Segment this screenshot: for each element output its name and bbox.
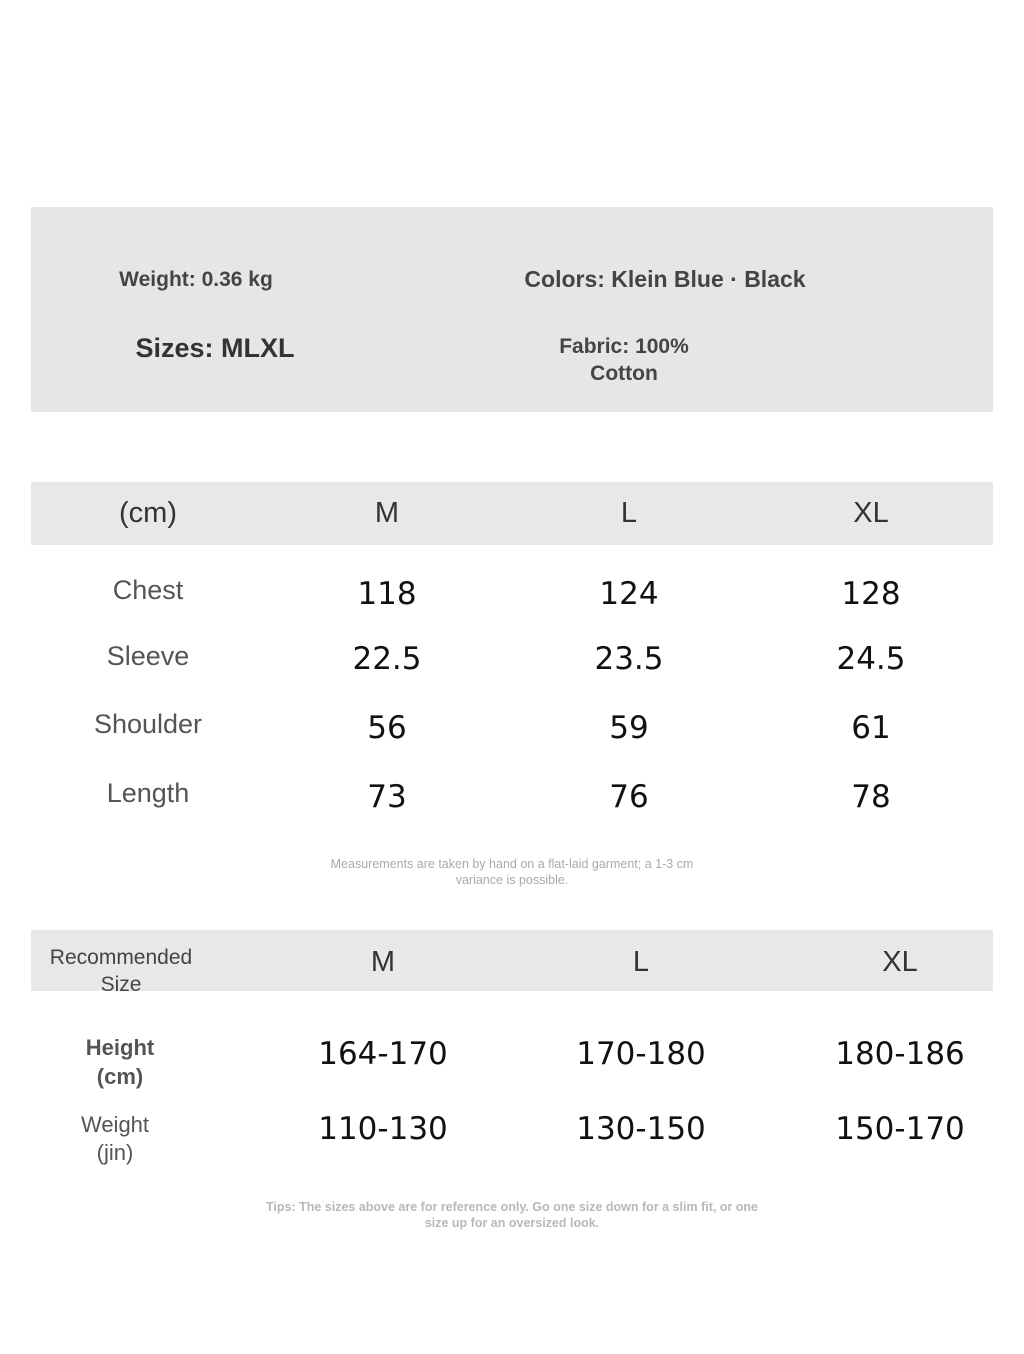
sleeve-l: 23.5 <box>594 641 664 677</box>
recommend-size-m: M <box>370 946 396 978</box>
tips-line1: Tips: The sizes above are for reference only. Go one size down for a slim fit, or one <box>265 1200 759 1214</box>
measurement-note-line1: Measurements are taken by hand on a flat-laid garment; a 1-3 cm <box>330 857 694 871</box>
chest-xl: 128 <box>841 576 901 612</box>
shoulder-xl: 61 <box>851 710 891 746</box>
product-info-panel <box>31 207 993 412</box>
size-header-l: L <box>620 497 638 529</box>
weight-info: Weight: 0.36 kg <box>119 268 273 291</box>
colors-info: Colors: Klein Blue · Black <box>524 266 806 292</box>
weight-xl: 150-170 <box>835 1111 965 1147</box>
unit-header: (cm) <box>119 497 177 529</box>
height-xl: 180-186 <box>835 1036 965 1072</box>
shoulder-m: 56 <box>367 710 407 746</box>
length-m: 73 <box>367 779 407 815</box>
row-label-sleeve: Sleeve <box>106 641 190 671</box>
row-label-length: Length <box>106 778 190 808</box>
fabric-info-line1: Fabric: 100% <box>559 335 689 358</box>
chest-l: 124 <box>599 576 659 612</box>
height-m: 164-170 <box>318 1036 448 1072</box>
size-header-m: M <box>374 497 400 529</box>
shoulder-l: 59 <box>609 710 649 746</box>
length-xl: 78 <box>851 779 891 815</box>
tips-line2: size up for an oversized look. <box>424 1216 600 1230</box>
fabric-info-line2: Cotton <box>590 362 658 385</box>
row-label-weight-line1: Weight <box>80 1112 150 1137</box>
row-label-height-line1: Height <box>85 1035 155 1060</box>
recommend-size-l: L <box>632 946 650 978</box>
sleeve-xl: 24.5 <box>836 641 906 677</box>
recommend-header-line1: Recommended <box>49 946 193 969</box>
row-label-chest: Chest <box>112 575 184 605</box>
row-label-shoulder: Shoulder <box>93 709 203 739</box>
recommend-header-line2: Size <box>100 973 142 996</box>
row-label-height-line2: (cm) <box>96 1064 144 1089</box>
length-l: 76 <box>609 779 649 815</box>
height-l: 170-180 <box>576 1036 706 1072</box>
weight-l: 130-150 <box>576 1111 706 1147</box>
sizes-info: Sizes: MLXL <box>135 333 295 363</box>
sleeve-m: 22.5 <box>352 641 422 677</box>
size-header-xl: XL <box>853 497 889 529</box>
recommend-size-xl: XL <box>882 946 918 978</box>
row-label-weight-line2: (jin) <box>96 1140 134 1165</box>
measurement-note-line2: variance is possible. <box>455 873 569 887</box>
chest-m: 118 <box>357 576 417 612</box>
weight-m: 110-130 <box>318 1111 448 1147</box>
